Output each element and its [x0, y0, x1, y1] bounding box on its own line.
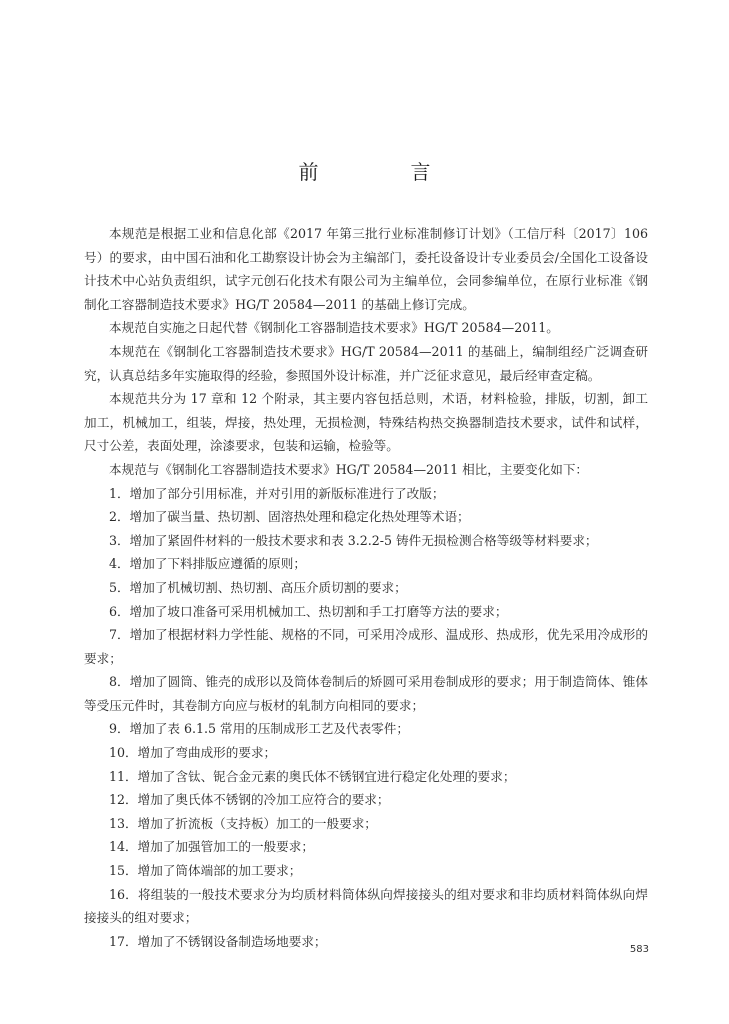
change-item: 15．增加了筒体端部的加工要求； — [109, 863, 302, 879]
change-item: 8．增加了圆筒、锥壳的成形以及筒体卷制后的矫圆可采用卷制成形的要求；用于制造筒体、锥体等受压元件时，其卷制方向应与板材的轧制方向相同的要求； — [84, 674, 648, 713]
change-item: 2．增加了碳当量、热切割、固溶热处理和稳定化热处理等术语； — [109, 509, 470, 525]
intro-paragraph: 本规范自实施之日起代替《钢制化工容器制造技术要求》HG/T 20584—2011。 — [109, 320, 559, 336]
change-item: 13．增加了折流板（支持板）加工的一般要求； — [109, 815, 377, 831]
change-item: 16．将组装的一般技术要求分为均质材料筒体纵向焊接接头的组对要求和非均质材料筒体纵向焊接接头的组对要求； — [84, 886, 648, 926]
change-item: 5．增加了机械切割、热切割、高压介质切割的要求； — [109, 579, 407, 595]
page-title: 前 言 — [298, 160, 467, 184]
change-item: 12．增加了奥氏体不锈钢的冷加工应符合的要求； — [109, 792, 390, 808]
change-item: 3．增加了紧固件材料的一般技术要求和表 3.2.2-5 铸件无损检测合格等级等材料要求； — [109, 532, 598, 548]
intro-paragraph: 本规范在《钢制化工容器制造技术要求》HG/T 20584—2011 的基础上，编制组经广泛调查研究，认真总结多年实施取得的经验，参照国外设计标准，并广泛征求意见，最后经审查定稿。 — [84, 343, 648, 383]
change-item: 7．增加了根据材料力学性能、规格的不同，可采用冷成形、温成形、热成形，优先采用冷成形的要求； — [84, 627, 648, 666]
page-number: 583 — [629, 944, 649, 955]
intro-paragraph: 本规范共分为 17 章和 12 个附录，其主要内容包括总则，术语，材料检验，排版，切割，卸工加工，机械加工，组装，焊接，热处理，无损检测，特殊结构热交换器制造技术要求，试件和试样，尺寸公差，表面处理，涂漆要求，包装和运输，检验等。 — [84, 391, 648, 454]
change-item: 6．增加了坡口准备可采用机械加工、热切割和手工打磨等方法的要求； — [109, 603, 508, 619]
change-item: 4．增加了下料排版应遵循的原则； — [109, 556, 306, 572]
document-body — [84, 222, 648, 953]
change-item: 11．增加了含钛、铌合金元素的奥氏体不锈钢宜进行稳定化处理的要求； — [109, 768, 516, 784]
change-item: 14．增加了加强管加工的一般要求； — [109, 839, 314, 855]
change-item: 9．增加了表 6.1.5 常用的压制成形工艺及代表零件； — [109, 721, 409, 737]
change-item: 10．增加了弯曲成形的要求； — [109, 745, 277, 761]
change-item: 17．增加了不锈钢设备制造场地要求； — [109, 933, 327, 949]
intro-paragraph: 本规范是根据工业和信息化部《2017 年第三批行业标准制修订计划》（工信厅科〔2017〕106 号）的要求，由中国石油和化工勘察设计协会为主编部门，委托设备设计专业委员会/全国化工设备设计技术中心站负责组织，试字元创石化技术有限公司为主编单位，会同参编单位，在原行业标准《钢制化工容器制造技术要求》HG/T 20584—2011 的基础上修订完成。 — [84, 226, 648, 312]
intro-paragraph: 本规范与《钢制化工容器制造技术要求》HG/T 20584—2011 相比，主要变化如下： — [109, 461, 589, 477]
change-item: 1．增加了部分引用标准，并对引用的新版标准进行了改版； — [109, 485, 445, 501]
